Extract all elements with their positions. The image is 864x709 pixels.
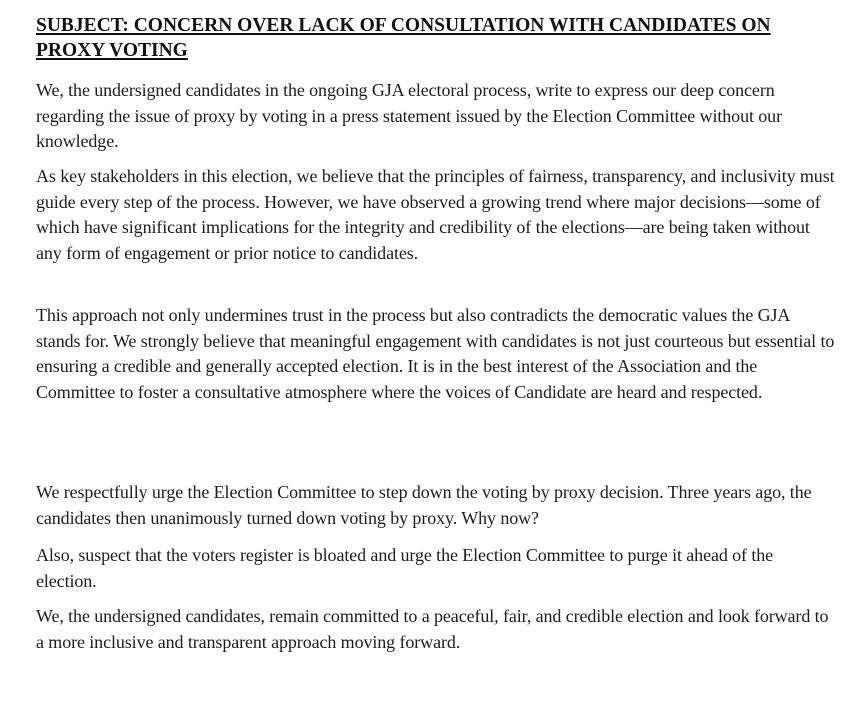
paragraph-intro: We, the undersigned candidates in the ongoing GJA electoral process, write to express our deep concern regarding the issue of proxy by voting in a press statement issued by the Election Committee without our knowledge.: [36, 80, 782, 151]
paragraph-approach: This approach not only undermines trust in the process but also contradicts the democratic values the GJA stands for. We strongly believe that meaningful engagement with candidates is not just courteous but essential to ensuring a credible and generally accepted election. It is in the best interest of the Association and the Committee to foster a consultative atmosphere where the voices of Candidate are heard and respected.: [36, 305, 835, 402]
paragraph-stakeholders: As key stakeholders in this election, we believe that the principles of fairness, transparency, and inclusivity must guide every step of the process. However, we have observed a growing trend where major decisions—some of which have significant implications for the integrity and credibility of the elections—are being taken without any form of engagement or prior notice to candidates.: [36, 166, 835, 263]
paragraph-closing: We, the undersigned candidates, remain committed to a peaceful, fair, and credible election and look forward to a more inclusive and transparent approach moving forward.: [36, 606, 829, 652]
paragraph-urge: We respectfully urge the Election Committee to step down the voting by proxy decision. Three years ago, the candidates then unanimously turned down voting by proxy. Why now?: [36, 482, 812, 528]
subject-heading: SUBJECT: CONCERN OVER LACK OF CONSULTATION WITH CANDIDATES ON PROXY VOTING: [36, 15, 771, 61]
paragraph-register: Also, suspect that the voters register is bloated and urge the Election Committee to purge it ahead of the election.: [36, 545, 774, 591]
